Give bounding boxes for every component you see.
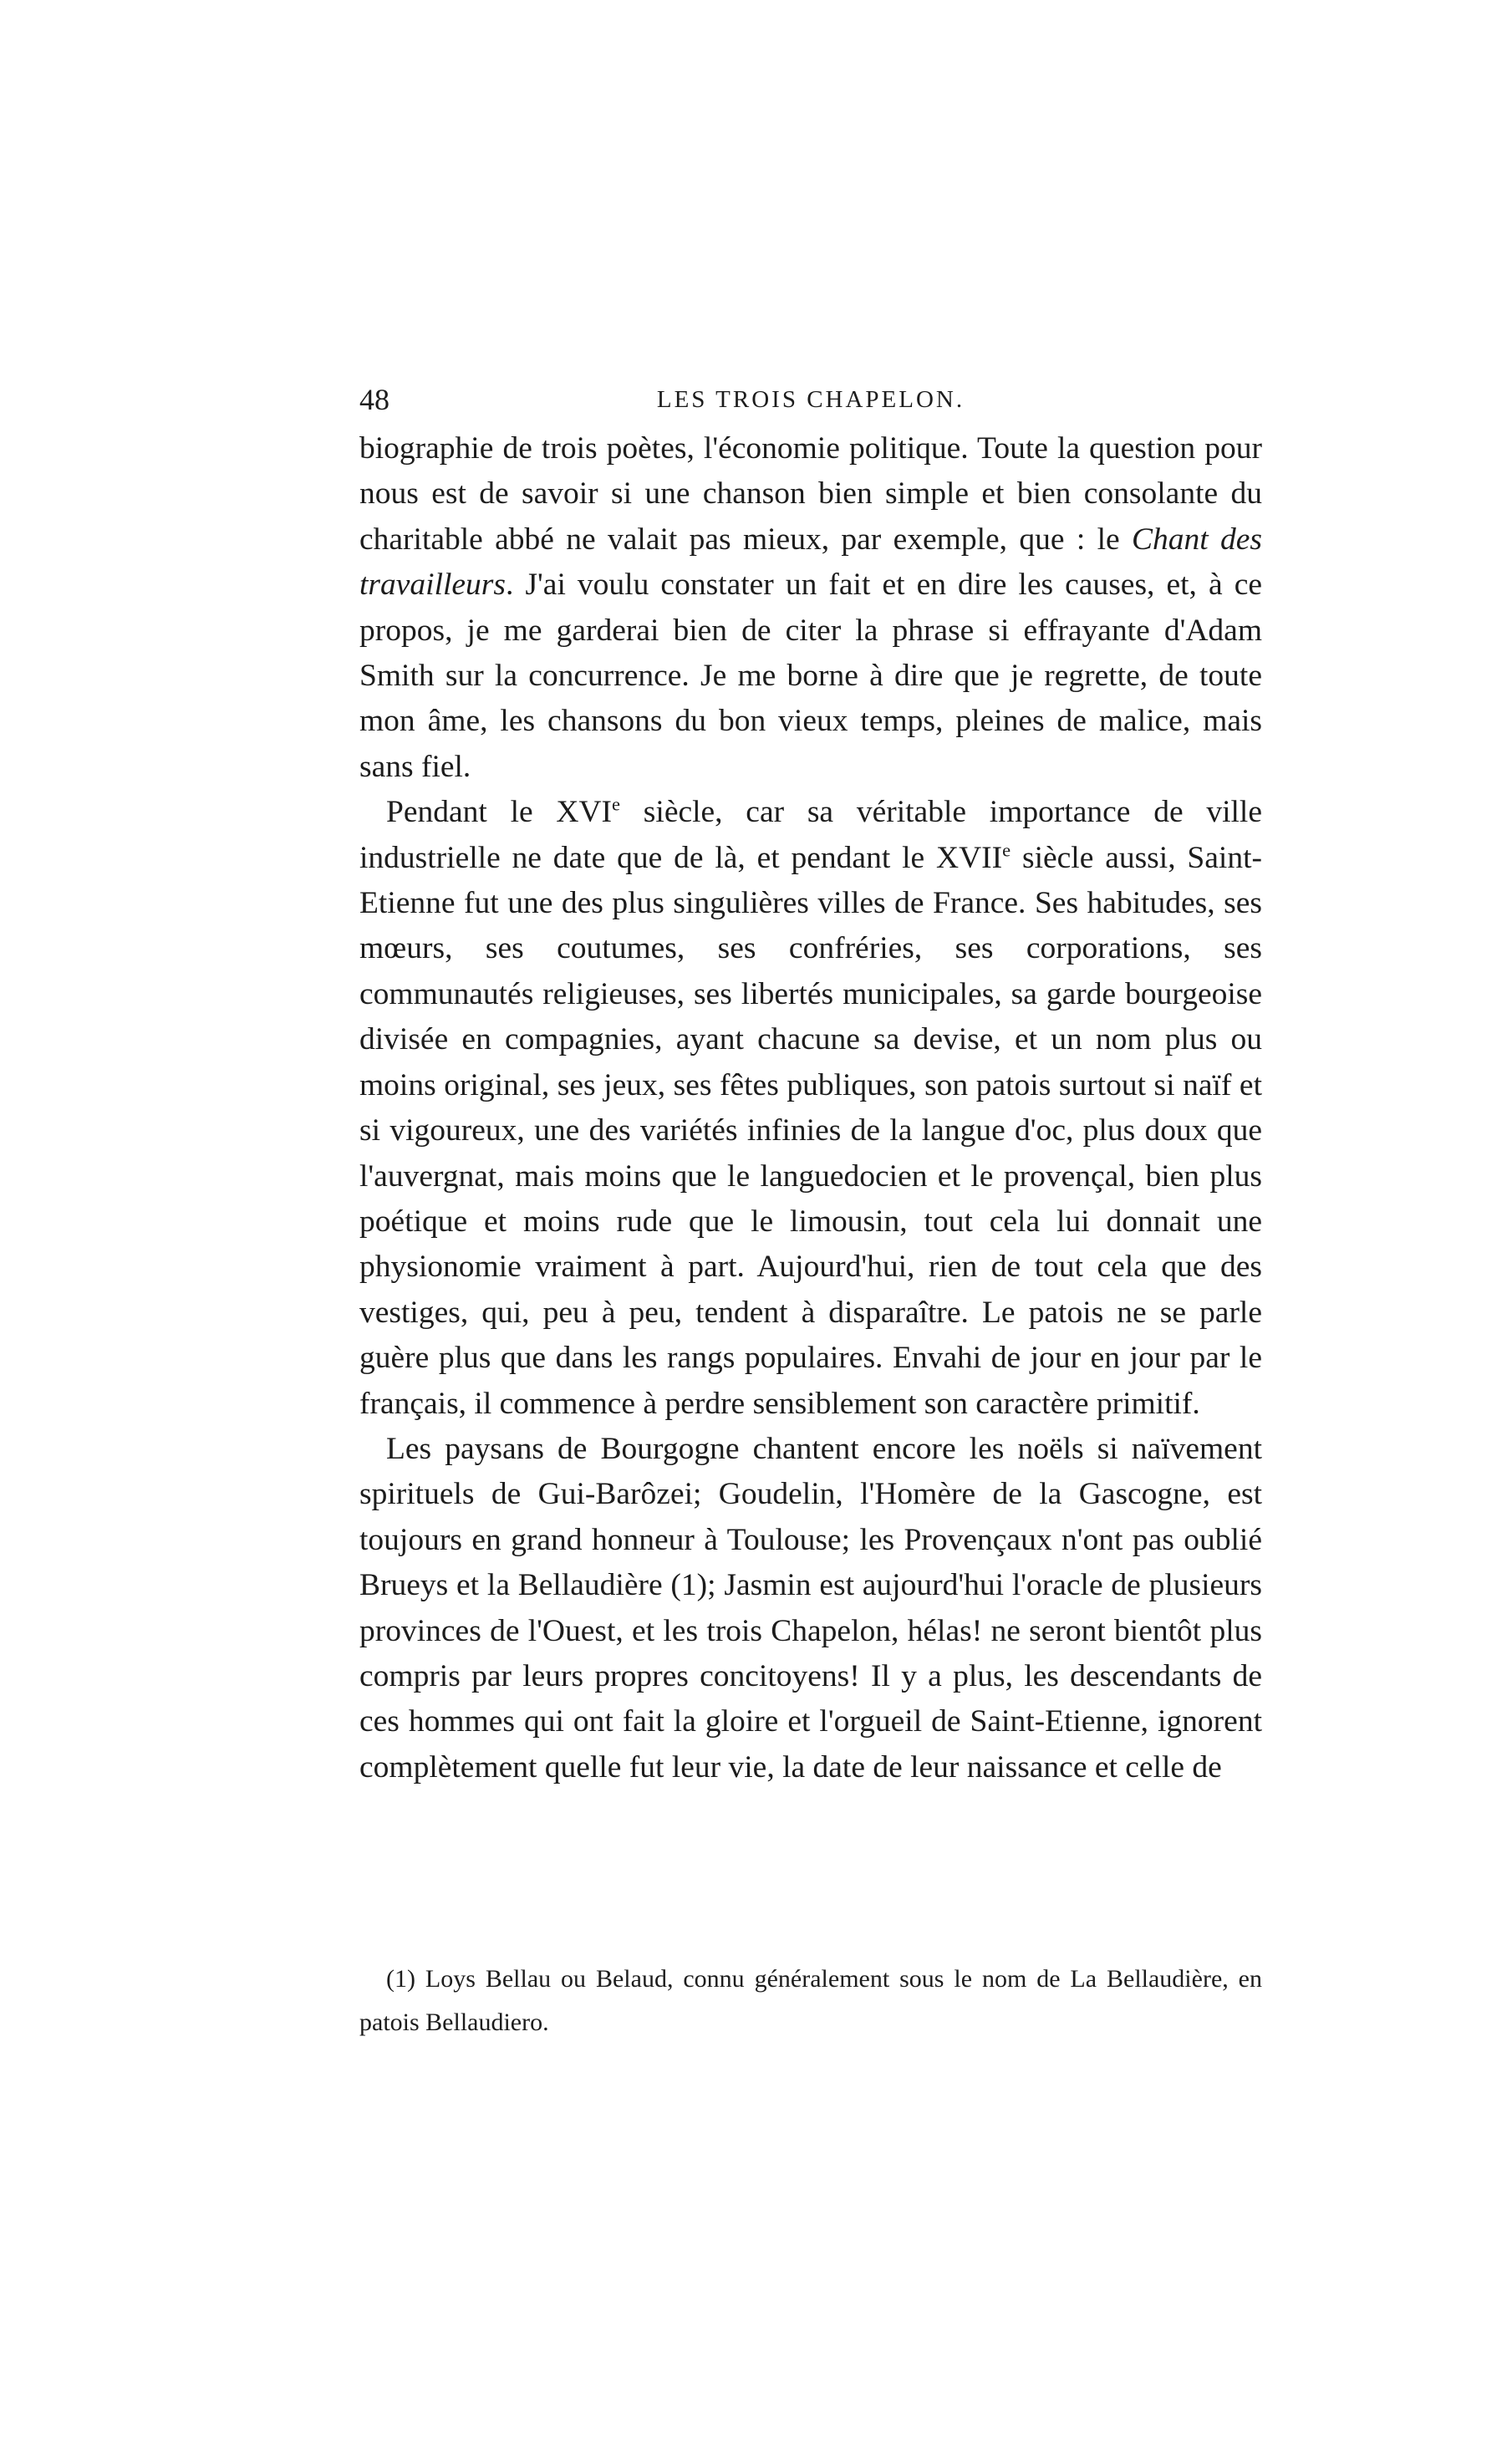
paragraph-3: Les paysans de Bourgogne chantent encore les noëls si naïvement spirituels de Gui-Barôzei; Goudelin, l'Homère de la Gascogne, est toujours en grand honneur à Toulouse; les Provençaux n'ont pas oublié Brueys et la Bellaudière (1); Jasmin est aujourd'hui l'oracle de plusieurs provinces de l'Ouest, et les trois Chapelon, hélas! ne seront bientôt plus compris par leurs propres concitoyens! Il y a plus, les descendants de ces hommes qui ont fait la gloire et l'orgueil de Saint-Etienne, ignorent complètement quelle fut leur vie, la date de leur naissance et celle de <box>359 1431 1262 1784</box>
paragraph-2-text-a: Pendant le XVI <box>386 795 613 830</box>
century-superscript-2: e <box>1002 839 1011 861</box>
song-title: Chant des travailleurs <box>359 522 1263 603</box>
paragraph-1-text-a: biographie de trois poètes, l'économie politique. Toute la question pour nous est de savoir si une chanson bien simple et bien consolante du charitable abbé ne valait pas mieux, par exemple, que : le <box>359 431 1262 557</box>
running-title: LES TROIS CHAPELON. <box>656 386 965 413</box>
paragraph-2-text-b: siècle, car sa véritable importance de ville industrielle ne date que de là, et pendant le XVII <box>359 795 1262 875</box>
footnote: (1) Loys Bellau ou Belaud, connu généralement sous le nom de La Bellaudière, en patois Bellaudiero. <box>359 1965 1262 2036</box>
body-text <box>359 426 1262 1790</box>
paragraph-2 <box>359 790 1262 1427</box>
page-number: 48 <box>359 383 389 416</box>
running-head <box>359 374 1262 425</box>
paragraph-1-text-b: . J'ai voulu constater un fait et en dire les causes, et, à ce propos, je me garderai bien de citer la phrase si effrayante d'Adam Smith sur la concurrence. Je me borne à dire que je regrette, de toute mon âme, les chansons du bon vieux temps, pleines de malice, mais sans fiel. <box>359 568 1262 784</box>
paragraph-2-text-c: siècle aussi, Saint-Etienne fut une des plus singulières villes de France. Ses habitudes, ses mœurs, ses coutumes, ses confréries, ses corporations, ses communautés religieuses, ses libertés municipales, sa garde bourgeoise divisée en compagnies, ayant chacune sa devise, et un nom plus ou moins original, ses jeux, ses fêtes publiques, son patois surtout si naïf et si vigoureux, une des variétés infinies de la langue d'oc, plus doux que l'auvergnat, mais moins que le languedocien et le provençal, bien plus poétique et moins rude que le limousin, tout cela lui donnait une physionomie vraiment à part. Aujourd'hui, rien de tout cela que des vestiges, qui, peu à peu, tendent à disparaître. Le patois ne se parle guère plus que dans les rangs populaires. Envahi de jour en jour par le français, il commence à perdre sensiblement son caractère primitif. <box>359 840 1262 1421</box>
paragraph-1 <box>359 426 1262 790</box>
century-superscript-1: e <box>612 793 621 815</box>
